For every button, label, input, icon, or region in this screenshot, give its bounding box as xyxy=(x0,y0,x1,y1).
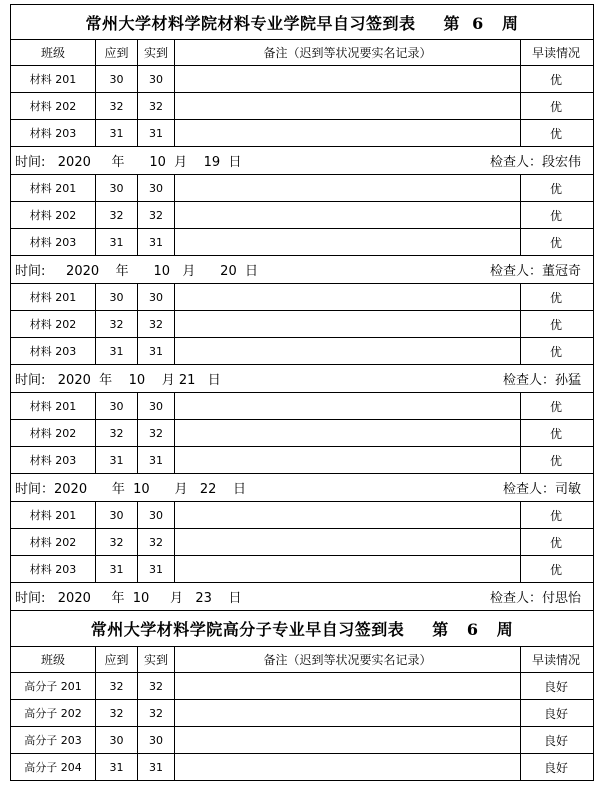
class-cell: 材料 202 xyxy=(11,311,96,337)
date-text: 时间: 2020 年 10 月 20 日 xyxy=(15,264,258,279)
status-cell: 优 xyxy=(549,290,562,305)
actual-cell: 31 xyxy=(138,754,175,780)
note-cell[interactable] xyxy=(175,700,521,726)
status-cell: 优 xyxy=(549,535,562,550)
sheet2-rows xyxy=(11,673,593,781)
expected-cell: 32 xyxy=(96,93,138,119)
actual-cell: 32 xyxy=(138,420,175,446)
header-status: 早读情况 xyxy=(531,653,580,667)
sheet1-header-row xyxy=(11,40,593,66)
time-inspector-row xyxy=(11,147,593,175)
expected-cell: 31 xyxy=(96,754,138,780)
table-row xyxy=(11,393,593,420)
class-cell: 材料 201 xyxy=(11,175,96,201)
table-row xyxy=(11,673,593,700)
sheet2-title: 常州大学材料学院高分子专业早自习签到表 xyxy=(90,620,405,639)
status-cell: 良好 xyxy=(543,733,568,748)
inspector-text: 检查人：司敏 xyxy=(502,482,581,497)
status-cell: 优 xyxy=(549,235,562,250)
time-inspector-row xyxy=(11,474,593,502)
actual-cell: 31 xyxy=(138,229,175,255)
actual-cell: 30 xyxy=(138,66,175,92)
table-row xyxy=(11,229,593,256)
table-row xyxy=(11,284,593,311)
actual-cell: 30 xyxy=(138,393,175,419)
header-actual: 实到 xyxy=(138,40,175,65)
expected-cell: 31 xyxy=(96,447,138,473)
note-cell[interactable] xyxy=(175,420,521,446)
expected-cell: 31 xyxy=(96,338,138,364)
expected-cell: 30 xyxy=(96,393,138,419)
time-inspector-row xyxy=(11,583,593,611)
expected-cell: 32 xyxy=(96,311,138,337)
expected-cell: 32 xyxy=(96,700,138,726)
note-cell[interactable] xyxy=(175,502,521,528)
actual-cell: 30 xyxy=(138,175,175,201)
header-note: 备注（迟到等状况要实名记录） xyxy=(175,40,521,65)
note-cell[interactable] xyxy=(175,311,521,337)
class-cell: 材料 203 xyxy=(11,338,96,364)
table-row xyxy=(11,338,593,365)
expected-cell: 31 xyxy=(96,556,138,582)
note-cell[interactable] xyxy=(175,556,521,582)
table-row xyxy=(11,529,593,556)
status-cell: 优 xyxy=(549,562,562,577)
class-cell: 材料 202 xyxy=(11,93,96,119)
expected-cell: 30 xyxy=(96,284,138,310)
expected-cell: 32 xyxy=(96,529,138,555)
header-expected: 应到 xyxy=(96,647,138,672)
class-cell: 高分子 203 xyxy=(11,727,96,753)
table-row xyxy=(11,556,593,583)
class-cell: 材料 202 xyxy=(11,202,96,228)
sheet1-blocks xyxy=(11,66,593,611)
sheet1-week: 第 6 周 xyxy=(443,13,519,33)
class-cell: 材料 202 xyxy=(11,420,96,446)
actual-cell: 31 xyxy=(138,447,175,473)
status-cell: 优 xyxy=(549,508,562,523)
expected-cell: 31 xyxy=(96,229,138,255)
date-text: 时间：2020 年 10 月 22 日 xyxy=(15,482,246,497)
table-row xyxy=(11,447,593,474)
table-row xyxy=(11,93,593,120)
expected-cell: 32 xyxy=(96,420,138,446)
table-row xyxy=(11,66,593,93)
note-cell[interactable] xyxy=(175,338,521,364)
status-cell: 优 xyxy=(549,317,562,332)
class-cell: 材料 203 xyxy=(11,447,96,473)
class-cell: 材料 201 xyxy=(11,393,96,419)
class-cell: 材料 203 xyxy=(11,120,96,146)
table-row xyxy=(11,120,593,147)
actual-cell: 31 xyxy=(138,120,175,146)
date-text: 时间: 2020 年 10 月 23 日 xyxy=(15,591,242,606)
inspector-text: 检查人：孙猛 xyxy=(502,373,581,388)
time-inspector-row xyxy=(11,256,593,284)
actual-cell: 32 xyxy=(138,93,175,119)
status-cell: 良好 xyxy=(543,760,568,775)
note-cell[interactable] xyxy=(175,754,521,780)
header-actual: 实到 xyxy=(138,647,175,672)
status-cell: 优 xyxy=(549,126,562,141)
sheet1-title-row xyxy=(11,5,593,40)
table-row xyxy=(11,175,593,202)
expected-cell: 31 xyxy=(96,120,138,146)
note-cell[interactable] xyxy=(175,727,521,753)
status-cell: 优 xyxy=(549,344,562,359)
class-cell: 高分子 201 xyxy=(11,673,96,699)
expected-cell: 30 xyxy=(96,727,138,753)
table-row xyxy=(11,202,593,229)
note-cell[interactable] xyxy=(175,673,521,699)
sign-in-sheet xyxy=(10,4,594,781)
actual-cell: 32 xyxy=(138,202,175,228)
status-cell: 良好 xyxy=(543,706,568,721)
actual-cell: 30 xyxy=(138,727,175,753)
sheet2-week: 第 6 周 xyxy=(432,620,514,639)
class-cell: 高分子 202 xyxy=(11,700,96,726)
actual-cell: 31 xyxy=(138,338,175,364)
status-cell: 优 xyxy=(549,99,562,114)
status-cell: 优 xyxy=(549,181,562,196)
inspector-text: 检查人：段宏伟 xyxy=(489,155,581,170)
note-cell[interactable] xyxy=(175,202,521,228)
date-text: 时间: 2020 年 10 月 19 日 xyxy=(15,155,242,170)
sheet2-title-row xyxy=(11,611,593,647)
actual-cell: 32 xyxy=(138,311,175,337)
header-status: 早读情况 xyxy=(531,46,580,60)
expected-cell: 30 xyxy=(96,502,138,528)
note-cell[interactable] xyxy=(175,93,521,119)
note-cell[interactable] xyxy=(175,120,521,146)
class-cell: 材料 203 xyxy=(11,229,96,255)
note-cell[interactable] xyxy=(175,393,521,419)
header-note: 备注（迟到等状况要实名记录） xyxy=(175,647,521,672)
status-cell: 优 xyxy=(549,72,562,87)
class-cell: 材料 201 xyxy=(11,502,96,528)
status-cell: 优 xyxy=(549,399,562,414)
header-class: 班级 xyxy=(11,40,96,65)
class-cell: 材料 201 xyxy=(11,284,96,310)
note-cell[interactable] xyxy=(175,284,521,310)
table-row xyxy=(11,502,593,529)
sheet2-header-row xyxy=(11,647,593,673)
status-cell: 优 xyxy=(549,426,562,441)
table-row xyxy=(11,311,593,338)
class-cell: 材料 203 xyxy=(11,556,96,582)
note-cell[interactable] xyxy=(175,229,521,255)
class-cell: 材料 202 xyxy=(11,529,96,555)
class-cell: 材料 201 xyxy=(11,66,96,92)
inspector-text: 检查人：付思怡 xyxy=(489,591,581,606)
status-cell: 优 xyxy=(549,453,562,468)
actual-cell: 30 xyxy=(138,284,175,310)
class-cell: 高分子 204 xyxy=(11,754,96,780)
header-class: 班级 xyxy=(11,647,96,672)
actual-cell: 30 xyxy=(138,502,175,528)
actual-cell: 32 xyxy=(138,700,175,726)
sheet1-title: 常州大学材料学院材料专业学院早自习签到表 xyxy=(85,13,416,33)
note-cell[interactable] xyxy=(175,529,521,555)
expected-cell: 32 xyxy=(96,673,138,699)
table-row xyxy=(11,754,593,781)
actual-cell: 32 xyxy=(138,529,175,555)
note-cell[interactable] xyxy=(175,175,521,201)
table-row xyxy=(11,727,593,754)
actual-cell: 32 xyxy=(138,673,175,699)
time-inspector-row xyxy=(11,365,593,393)
status-cell: 优 xyxy=(549,208,562,223)
inspector-text: 检查人：董冠奇 xyxy=(489,264,581,279)
date-text: 时间: 2020 年 10 月 21 日 xyxy=(15,373,221,388)
status-cell: 良好 xyxy=(543,679,568,694)
expected-cell: 30 xyxy=(96,175,138,201)
note-cell[interactable] xyxy=(175,447,521,473)
actual-cell: 31 xyxy=(138,556,175,582)
expected-cell: 32 xyxy=(96,202,138,228)
table-row xyxy=(11,420,593,447)
header-expected: 应到 xyxy=(96,40,138,65)
table-row xyxy=(11,700,593,727)
expected-cell: 30 xyxy=(96,66,138,92)
note-cell[interactable] xyxy=(175,66,521,92)
